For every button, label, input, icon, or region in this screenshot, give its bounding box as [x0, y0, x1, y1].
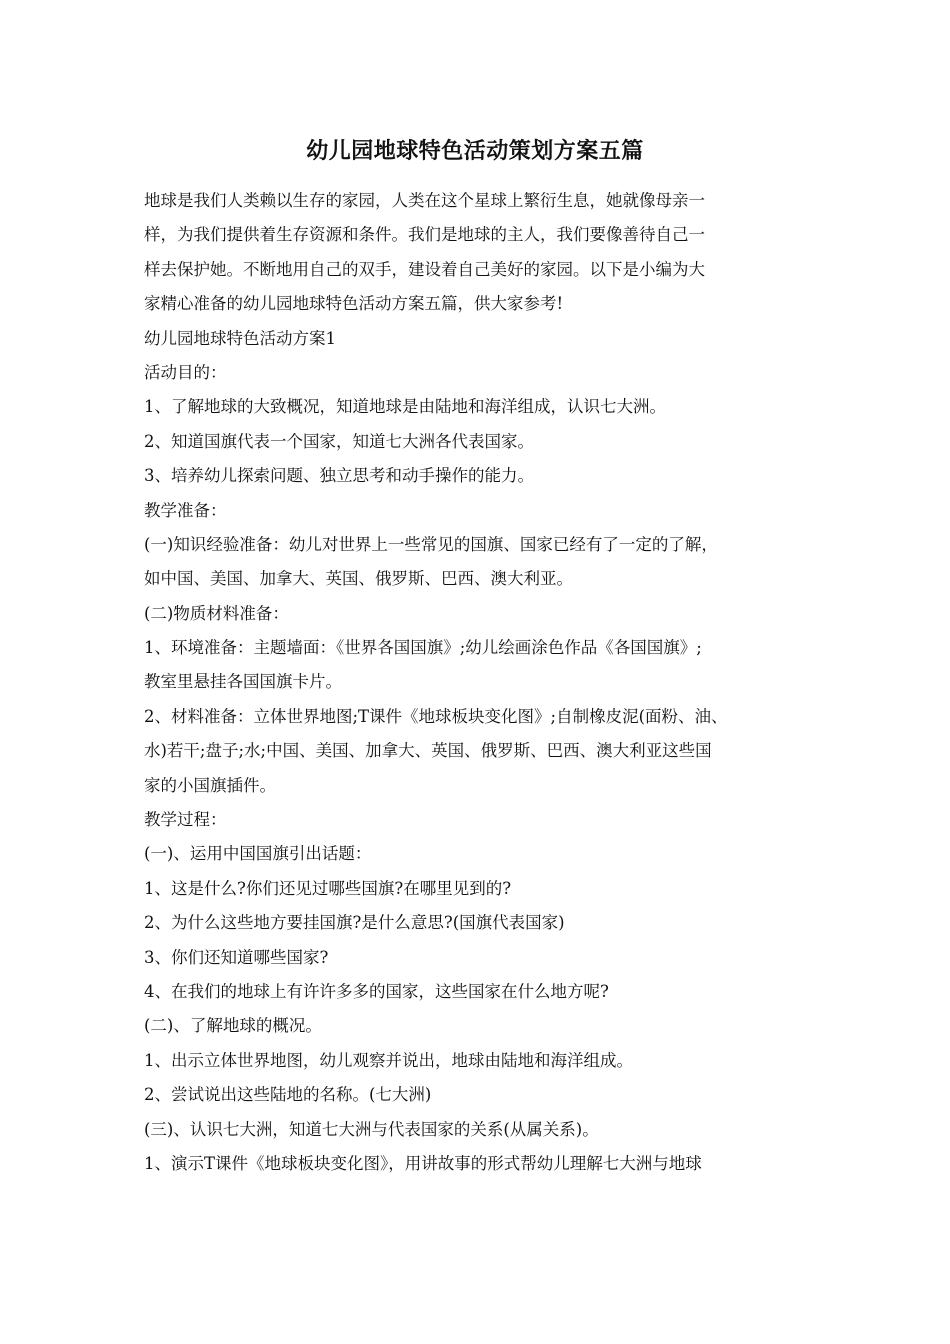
text-line: 2、为什么这些地方要挂国旗?是什么意思?(国旗代表国家) — [144, 913, 565, 933]
text-line: 4、在我们的地球上有许许多多的国家，这些国家在什么地方呢? — [144, 981, 609, 1001]
text-line: 3、培养幼儿探索问题、独立思考和动手操作的能力。 — [144, 466, 534, 486]
text-line: 幼儿园地球特色活动方案1 — [144, 328, 336, 348]
text-line: 1、出示立体世界地图，幼儿观察并说出，地球由陆地和海洋组成。 — [144, 1050, 633, 1070]
text-line: (二)、了解地球的概况。 — [144, 1016, 322, 1036]
text-line: 样去保护她。不断地用自己的双手，建设着自己美好的家园。以下是小编为大 — [144, 259, 705, 279]
text-line: 样，为我们提供着生存资源和条件。我们是地球的主人，我们要像善待自己一 — [144, 225, 705, 245]
text-line: (一)、运用中国国旗引出话题： — [144, 844, 372, 864]
text-line: 2、知道国旗代表一个国家，知道七大洲各代表国家。 — [144, 431, 534, 451]
text-line: 家的小国旗插件。 — [144, 775, 276, 795]
document-title: 幼儿园地球特色活动策划方案五篇 — [306, 138, 644, 164]
text-line: 2、材料准备：立体世界地图;T课件《地球板块变化图》;自制橡皮泥(面粉、油、 — [144, 706, 728, 726]
text-line: 教学准备： — [144, 500, 227, 520]
text-line: (三)、认识七大洲，知道七大洲与代表国家的关系(从属关系)。 — [144, 1119, 599, 1139]
text-line: 地球是我们人类赖以生存的家园，人类在这个星球上繁衍生息，她就像母亲一 — [144, 191, 705, 210]
text-line: 活动目的： — [144, 362, 227, 382]
text-line: (二)物质材料准备： — [144, 603, 289, 623]
text-line: 1、演示T课件《地球板块变化图》，用讲故事的形式帮幼儿理解七大洲与地球 — [144, 1153, 702, 1173]
text-line: 家精心准备的幼儿园地球特色活动方案五篇，供大家参考! — [144, 294, 564, 314]
text-line: 1、环境准备：主题墙面：《世界各国国旗》;幼儿绘画涂色作品《各国国旗》; — [144, 638, 702, 658]
text-line: (一)知识经验准备：幼儿对世界上一些常见的国旗、国家已经有了一定的了解， — [144, 534, 718, 554]
text-line: 2、尝试说出这些陆地的名称。(七大洲) — [144, 1085, 432, 1105]
text-line: 如中国、美国、加拿大、英国、俄罗斯、巴西、澳大利亚。 — [144, 569, 573, 589]
document-body — [144, 184, 834, 1181]
text-line: 1、这是什么?你们还见过哪些国旗?在哪里见到的? — [144, 878, 512, 898]
text-line: 1、了解地球的大致概况，知道地球是由陆地和海洋组成，认识七大洲。 — [144, 397, 666, 417]
text-line: 教室里悬挂各国国旗卡片。 — [144, 672, 342, 692]
text-line: 水)若干;盘子;水;中国、美国、加拿大、英国、俄罗斯、巴西、澳大利亚这些国 — [144, 741, 712, 761]
text-line: 3、你们还知道哪些国家? — [144, 947, 329, 967]
text-line: 教学过程： — [144, 810, 227, 830]
